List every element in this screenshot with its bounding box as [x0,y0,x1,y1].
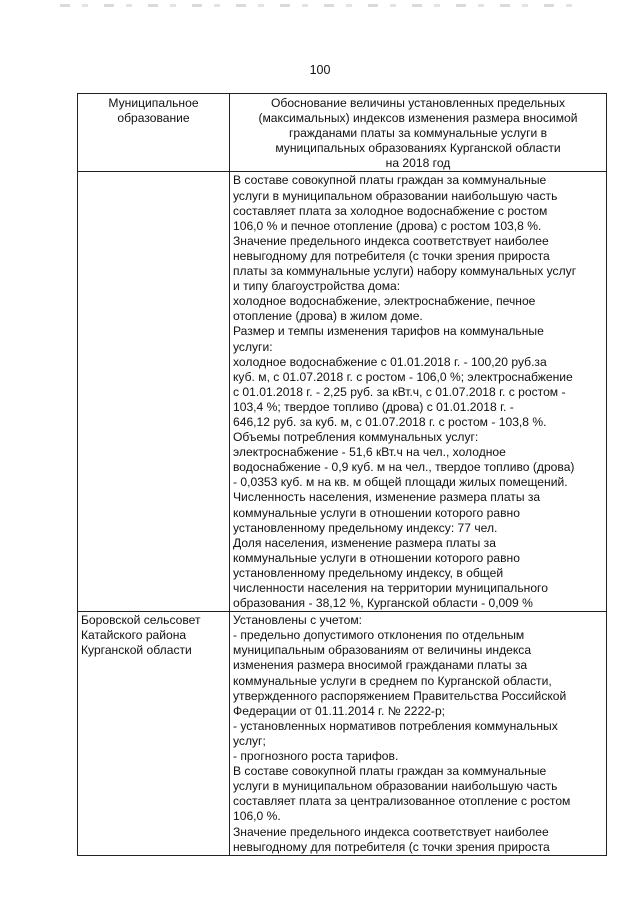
text-line: (максимальных) индексов изменения размера вносимой [258,111,578,126]
text-line: Муниципальное [108,96,199,110]
text-line: услуг; [233,733,266,748]
text-line: услуги в муниципальном образовании наибольшую часть [233,779,558,794]
text-line: холодное водоснабжение с 01.01.2018 г. - 100,20 руб.за [233,354,547,369]
text-line: Значение предельного индекса соответствует наиболее [233,233,549,248]
text-line: услуги в муниципальном образовании наибольшую часть [233,188,558,203]
text-line: 646,12 руб. за куб. м, с 01.07.2018 г. с ростом - 103,8 %. [233,414,547,429]
text-line: В составе совокупной платы граждан за коммунальные [233,173,547,188]
text-line: утвержденного распоряжением Правительства Российской [233,688,567,703]
text-line: и типу благоустройства дома: [233,279,401,294]
text-line: - установленных нормативов потребления коммунальных [233,718,558,733]
page-number: 100 [309,63,331,77]
text-line: составляет плата за холодное водоснабжение с ростом [233,203,548,218]
text-line: отопление (дрова) в жилом доме. [233,309,423,324]
text-line: коммунальные услуги в отношении которого равно [233,505,520,520]
text-line: установленному предельному индексу: 77 чел. [233,520,498,535]
text-line: - 0,0353 куб. м на кв. м общей площади жилых помещений. [233,475,568,490]
text-line: Обоснование величины установленных предельных [270,96,566,110]
text-line: Размер и темпы изменения тарифов на коммунальные [233,324,544,339]
text-line: Установлены с учетом: [233,613,362,628]
text-line: гражданами платы за коммунальные услуги в [288,126,548,141]
text-line: невыгодному для потребителя (с точки зрения прироста [233,248,550,263]
tariff-index-table [77,93,607,856]
text-line: образования - 38,12 %, Курганской области - 0,009 % [233,596,533,611]
header-justification [230,94,607,172]
text-line: составляет плата за централизованное отопление с ростом [233,794,571,809]
text-line: платы за коммунальные услуги) набору коммунальных услуг [233,264,577,279]
text-line: В составе совокупной платы граждан за коммунальные [233,764,547,779]
text-line: Численность населения, изменение размера платы за [233,490,541,505]
text-line: Курганской области [81,643,192,658]
text-line: - предельно допустимого отклонения по отдельным [233,628,525,643]
text-line: электроснабжение - 51,6 кВт.ч на чел., холодное [233,445,506,460]
table-row [78,612,607,856]
municipality-cell [78,612,230,856]
text-line: невыгодному для потребителя (с точки зрения прироста [233,839,550,854]
text-line: на 2018 год [385,156,451,171]
scan-artifact-line [60,4,580,7]
municipality-cell [78,172,230,612]
text-line: коммунальные услуги в среднем по Курганской области, [233,673,552,688]
text-line: численности населения на территории муниципального [233,581,548,595]
justification-cell [230,172,607,612]
text-line: - прогнозного роста тарифов. [233,749,399,764]
text-line: 106,0 % и печное отопление (дрова) с ростом 103,8 %. [233,218,542,233]
header-municipality [78,94,230,172]
text-line: коммунальные услуги в отношении которого равно [233,550,520,565]
text-line: Катайского района [81,628,187,643]
text-line: муниципальным образованиям от величины индекса [233,643,532,658]
table-row [78,172,607,612]
text-line: Боровской сельсовет [81,613,201,628]
text-line: услуги: [233,339,273,354]
text-line: установленному предельному индексу, в общей [233,565,504,580]
text-line: муниципальных образованиях Курганской области [275,141,561,156]
text-line: Значение предельного индекса соответствует наиболее [233,824,549,839]
text-line: куб. м, с 01.07.2018 г. с ростом - 106,0 %; электроснабжение [233,369,573,384]
text-line: 106,0 %. [233,809,281,824]
text-line: водоснабжение - 0,9 куб. м на чел., твердое топливо (дрова) [233,460,575,475]
text-line: Федерации от 01.11.2014 г. № 2222-р; [233,703,446,718]
text-line: Объемы потребления коммунальных услуг: [233,430,479,445]
text-line: 103,4 %; твердое топливо (дрова) с 01.01.2018 г. - [233,399,514,414]
text-line: Доля населения, изменение размера платы за [233,535,496,550]
text-line: образование [117,111,190,126]
text-line: изменения размера вносимой гражданами платы за [233,658,528,673]
justification-cell [230,612,607,856]
text-line: с 01.01.2018 г. - 2,25 руб. за кВт.ч, с 01.07.2018 г. с ростом - [233,384,566,399]
table-header-row [78,94,607,172]
text-line: холодное водоснабжение, электроснабжение, печное [233,294,536,309]
